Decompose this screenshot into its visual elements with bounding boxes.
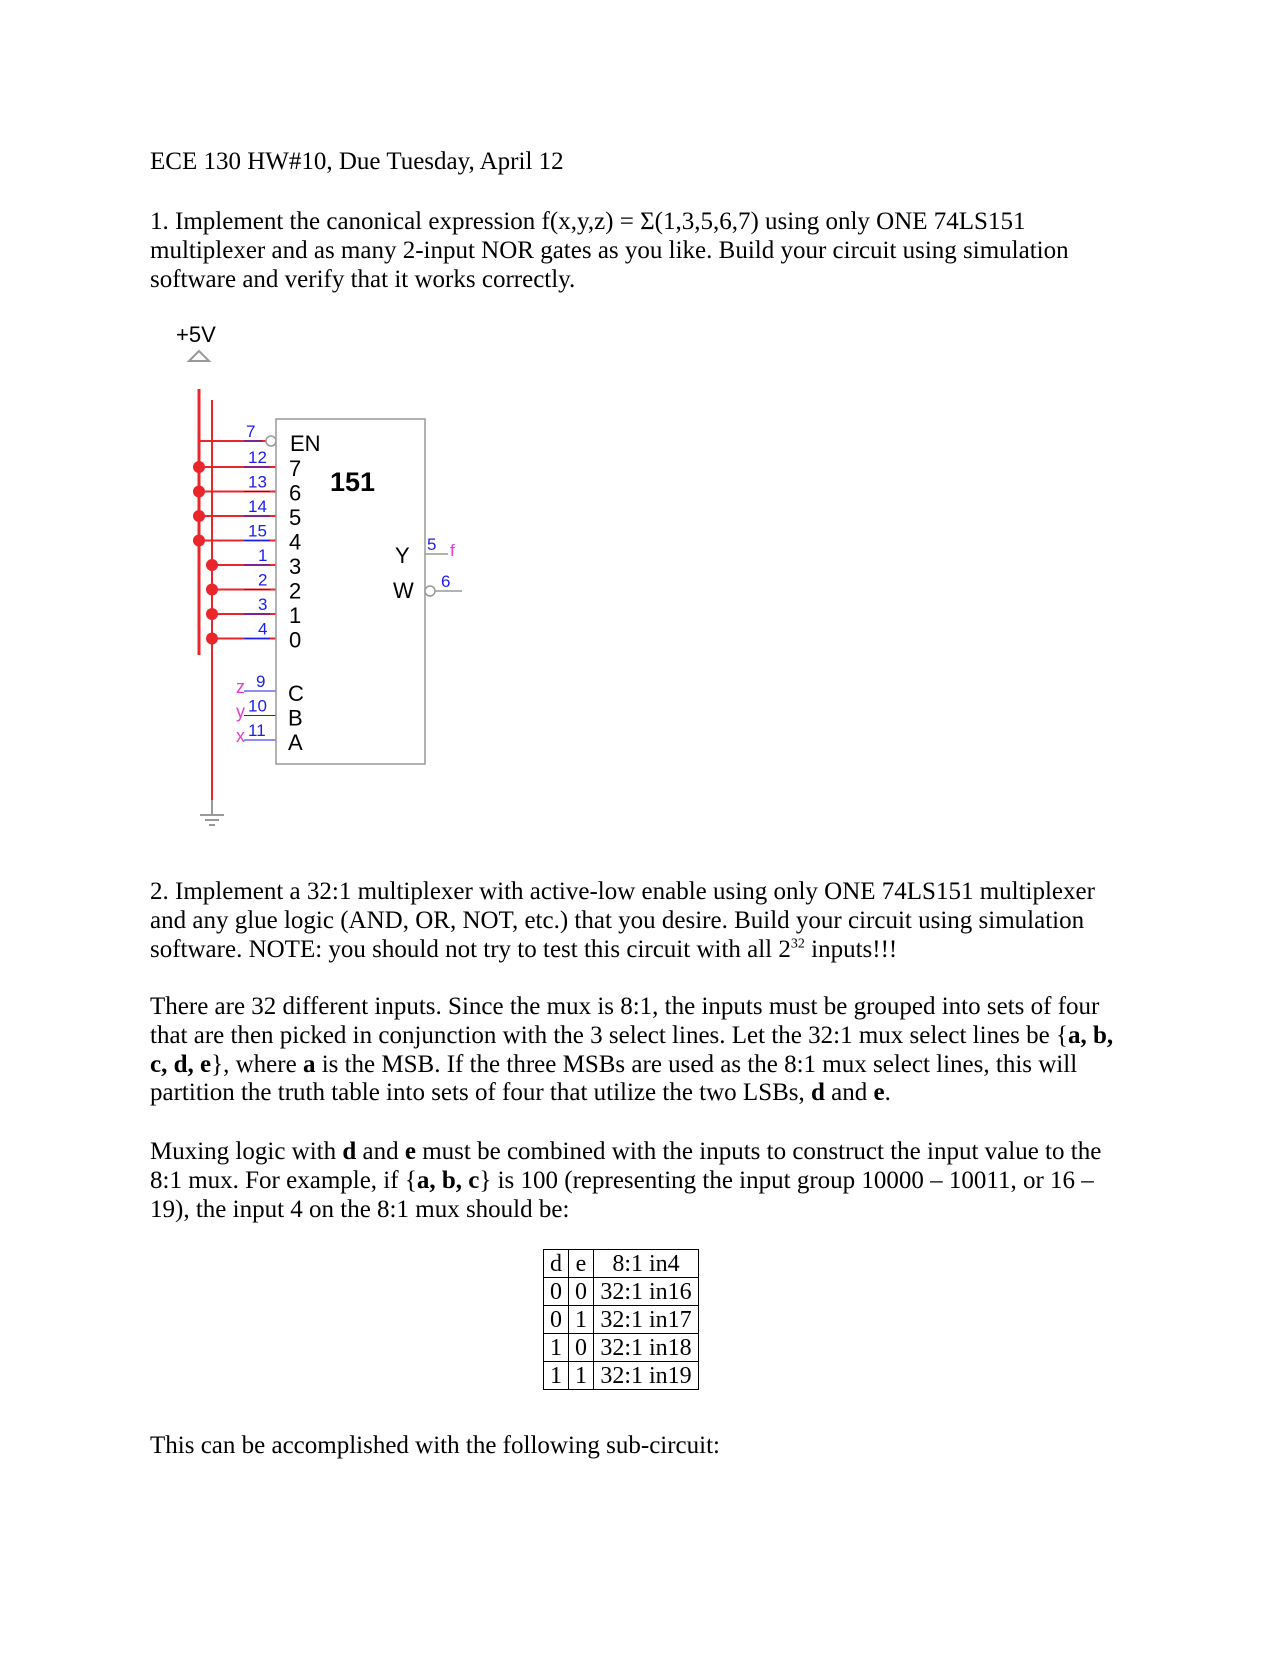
question-2-tail: inputs!!! (804, 935, 898, 963)
question-2-text (150, 878, 1130, 964)
table-cell: 1 (569, 1362, 594, 1390)
truth-table (543, 1249, 699, 1390)
closing-text: This can be accomplished with the following sub-circuit: (150, 1432, 720, 1459)
output-w-bubble (425, 586, 435, 596)
select-pin-number: 10 (248, 696, 267, 716)
junction-dot (193, 535, 205, 547)
data-input-label: 4 (289, 529, 302, 555)
supply-arrow-icon (189, 351, 209, 361)
table-cell: 1 (569, 1306, 594, 1334)
output-y-pin: 5 (427, 535, 437, 554)
p3-part3: is the MSB. If the three MSBs are used as the 8:1 mux select lines, this will partition the truth table into sets of four that utilize the two LSBs, (150, 1050, 1078, 1107)
p4-part3: must be combined with the inputs to construct the input value to the 8:1 mux. For example, if { (150, 1138, 1102, 1194)
table-header-cell: d (544, 1250, 569, 1278)
table-row (544, 1334, 699, 1362)
p3-bold1: a, b, c, d, e (150, 1021, 1114, 1078)
output-w-pin: 6 (441, 572, 451, 591)
question-2-main: 2. Implement a 32:1 multiplexer with active-low enable using only ONE 74LS151 multiplexer and any glue logic (AND, OR, NOT, etc.) that you desire. Build your circuit using simulation software. NOTE: you should not try to test this circuit with all 2 (150, 878, 1095, 963)
data-pin-number: 1 (258, 546, 268, 565)
p3-part5: . (884, 1079, 891, 1107)
data-input-label: 3 (289, 554, 302, 579)
junction-dot (193, 510, 205, 522)
select-input-label: A (288, 730, 303, 755)
table-cell: 0 (544, 1278, 569, 1306)
data-pin-number: 15 (248, 521, 267, 541)
p4-part2: and (356, 1138, 405, 1165)
question-1-text: 1. Implement the canonical expression f(x,y,z) = Σ(1,3,5,6,7) using only ONE 74LS151 multiplexer and as many 2-input NOR gates as you like. Build your circuit using simulation software and verify that it works correctly. (150, 208, 1069, 293)
data-input-label: 6 (289, 480, 302, 506)
mux-circuit-diagram (0, 0, 480, 830)
table-header-row (544, 1250, 699, 1278)
p3-bold3: d (811, 1079, 825, 1107)
data-input-label: 2 (289, 578, 302, 604)
table-row (544, 1278, 699, 1306)
table-cell: 1 (544, 1362, 569, 1390)
junction-dot (206, 584, 218, 596)
en-bubble (266, 436, 276, 446)
select-signal-label: x (236, 726, 245, 746)
p4-bold1: d (342, 1138, 357, 1165)
select-signal-label: z (236, 677, 245, 697)
table-cell: 32:1 in16 (594, 1278, 699, 1306)
chip-name: 151 (330, 467, 376, 497)
table-cell: 32:1 in18 (594, 1334, 699, 1362)
junction-dot (206, 559, 218, 571)
page-title: ECE 130 HW#10, Due Tuesday, April 12 (150, 148, 564, 175)
junction-dot (206, 633, 218, 645)
data-pin-number: 4 (258, 619, 268, 639)
p3-part4: and (824, 1079, 874, 1107)
select-input-label: B (288, 705, 303, 731)
p3-bold2: a (302, 1050, 316, 1078)
p4-bold3: a, b, c (416, 1166, 480, 1194)
en-label: EN (290, 431, 321, 456)
p3-bold4: e (873, 1079, 885, 1107)
output-y-label: Y (395, 543, 410, 568)
table-header-cell: e (569, 1250, 594, 1278)
data-input-label: 0 (289, 627, 302, 653)
junction-dot (193, 486, 205, 498)
data-input-label: 1 (289, 603, 302, 628)
select-pin-number: 11 (248, 721, 266, 740)
paragraph-select-lines (150, 993, 1130, 1108)
output-w-label: W (393, 578, 414, 603)
supply-label: +5V (176, 322, 216, 347)
data-pin-number: 12 (248, 448, 267, 467)
table-row (544, 1306, 699, 1334)
table-header-cell: 8:1 in4 (594, 1250, 699, 1278)
output-y-signal: f (450, 541, 455, 560)
p3-part2: }, where (211, 1050, 303, 1078)
en-pin-number: 7 (246, 422, 256, 441)
data-pin-number: 13 (248, 472, 267, 492)
question-2-superscript: 32 (790, 936, 805, 952)
junction-dot (193, 461, 205, 473)
junction-dot (206, 608, 218, 620)
table-cell: 32:1 in19 (594, 1362, 699, 1390)
table-cell: 0 (569, 1278, 594, 1306)
paragraph-muxing-logic (150, 1138, 1130, 1224)
ground-icon (200, 815, 224, 825)
table-cell: 0 (569, 1334, 594, 1362)
data-pin-number: 14 (248, 497, 267, 516)
table-cell: 0 (544, 1306, 569, 1334)
table-cell: 1 (544, 1334, 569, 1362)
table-cell: 32:1 in17 (594, 1306, 699, 1334)
select-pin-number: 9 (256, 672, 266, 691)
p3-part1: There are 32 different inputs. Since the mux is 8:1, the inputs must be grouped into sets of four that are then picked in conjunction with the 3 select lines. Let the 32:1 mux select lines be { (150, 993, 1100, 1049)
select-input-label: C (288, 681, 304, 706)
p4-part4: } is 100 (representing the input group 10000 – 10011, or 16 – 19), the input 4 on the 8:1 mux should be: (150, 1166, 1094, 1223)
data-input-label: 5 (289, 505, 302, 530)
table-row (544, 1362, 699, 1390)
p4-bold2: e (404, 1138, 416, 1165)
p4-part1: Muxing logic with (150, 1138, 343, 1165)
select-signal-label: y (236, 701, 245, 722)
data-pin-number: 2 (258, 570, 268, 590)
data-input-label: 7 (289, 456, 302, 481)
data-pin-number: 3 (258, 595, 268, 614)
